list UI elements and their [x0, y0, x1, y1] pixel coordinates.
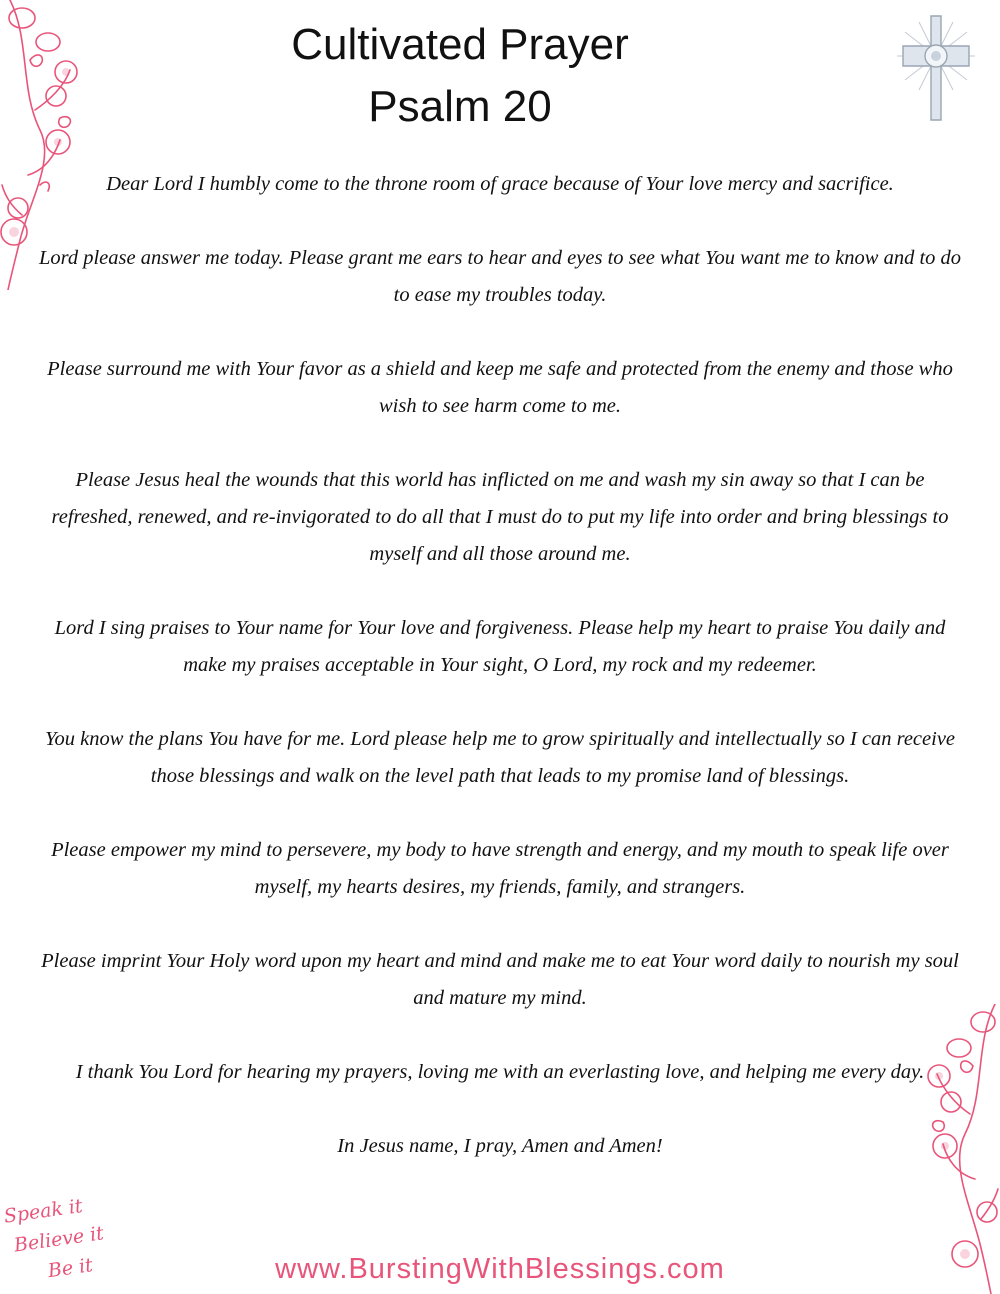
prayer-paragraph: You know the plans You have for me. Lord please help me to grow spiritually and intellectually so I can receive those blessings and walk on the level path that leads to my promise land of blessings.	[44, 728, 956, 787]
prayer-paragraph: Please surround me with Your favor as a shield and keep me safe and protected from the enemy and those who wish to see harm come to me.	[47, 358, 953, 417]
prayer-paragraph: I thank You Lord for hearing my prayers, loving me with an everlasting love, and helping me every day.	[75, 1061, 925, 1083]
page-subtitle: Psalm 20	[368, 82, 552, 131]
document-title-block	[170, 14, 750, 138]
cross-icon	[893, 12, 979, 124]
website-link[interactable]: www.BurstingWithBlessings.com	[275, 1253, 725, 1285]
slogan-line: Speak it	[2, 1194, 84, 1228]
page-title: Cultivated Prayer	[291, 20, 629, 69]
slogan-line: Believe it	[12, 1222, 106, 1257]
prayer-paragraph: Dear Lord I humbly come to the throne room of grace because of Your love mercy and sacrifice.	[106, 173, 894, 195]
prayer-body	[38, 166, 962, 1165]
slogan-line: Be it	[46, 1254, 95, 1283]
prayer-closing: In Jesus name, I pray, Amen and Amen!	[337, 1135, 663, 1157]
prayer-paragraph: Please Jesus heal the wounds that this world has inflicted on me and wash my sin away so that I can be refreshed, renewed, and re-invigorated to do all that I must do to put my life into order and bring blessings to myself and all those around me.	[51, 469, 949, 565]
prayer-paragraph: Lord I sing praises to Your name for Your love and forgiveness. Please help my heart to praise You daily and make my praises acceptable in Your sight, O Lord, my rock and my redeemer.	[54, 617, 946, 676]
prayer-paragraph: Please imprint Your Holy word upon my heart and mind and make me to eat Your word daily to nourish my soul and mature my mind.	[41, 950, 959, 1009]
prayer-paragraph: Please empower my mind to persevere, my body to have strength and energy, and my mouth to speak life over myself, my hearts desires, my friends, family, and strangers.	[51, 839, 949, 898]
prayer-paragraph: Lord please answer me today. Please grant me ears to hear and eyes to see what You want me to know and to do to ease my troubles today.	[38, 247, 962, 306]
flower-branch-icon	[925, 1004, 1000, 1294]
slogan-signature	[2, 1185, 139, 1294]
